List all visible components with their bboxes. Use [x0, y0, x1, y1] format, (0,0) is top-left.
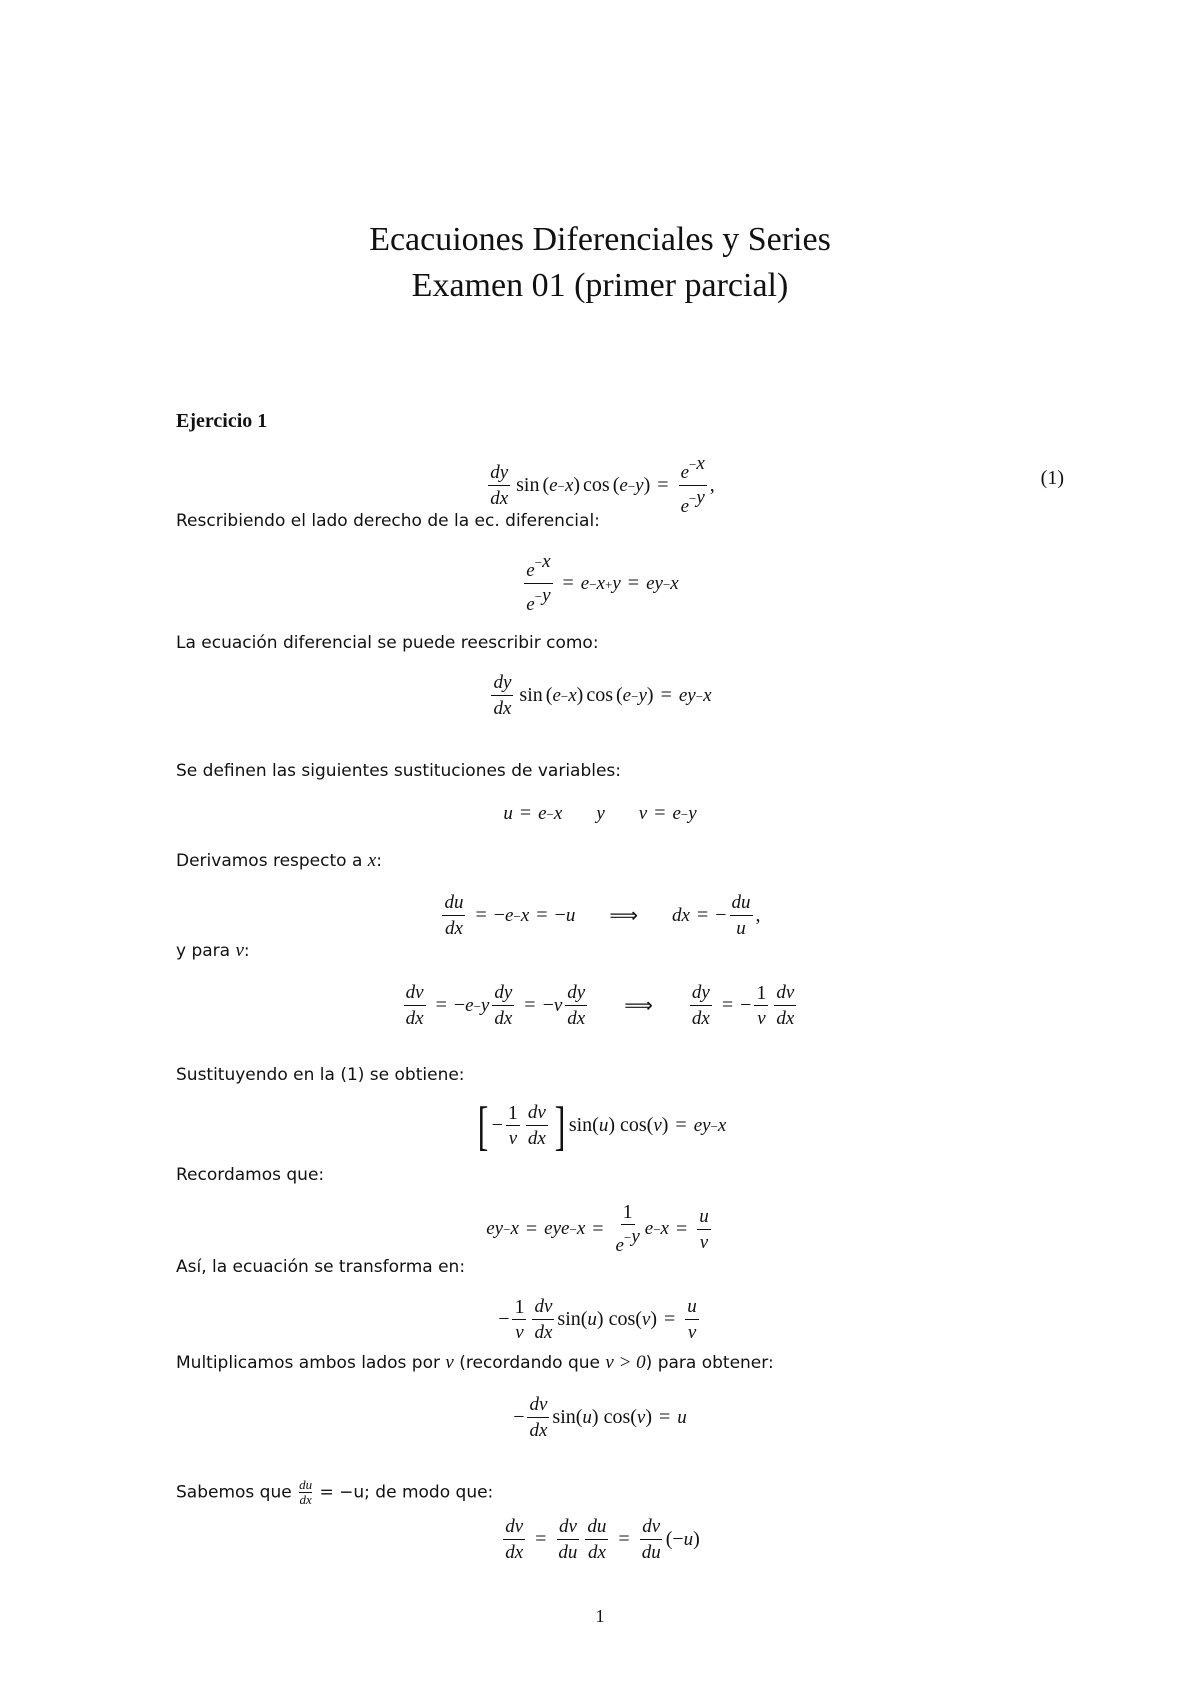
equation-10: − $\frac{dv}{dx}$ sin( u ) cos( v ) = u — [513, 1394, 687, 1441]
paragraph-2: La ecuación diferencial se puede reescribir como: — [176, 633, 599, 653]
paragraph-10-a: Sabemos que — [176, 1482, 298, 1503]
paragraph-9-var: v — [445, 1352, 454, 1373]
paragraph-9-cond: v > 0 — [605, 1352, 646, 1373]
title-line-2: Examen 01 (primer parcial) — [411, 267, 789, 304]
equation-3: $\frac{dy}{dx}$ sin ( e −x ) cos ( e −y ) = e y−x — [493, 672, 712, 719]
inline-fraction-du-dx: $\frac{du}{dx}$ — [299, 1477, 313, 1507]
equation-4: u = e −x y v = e −y — [503, 802, 697, 824]
paragraph-5-suffix: : — [243, 941, 250, 961]
paragraph-8: Así, la ecuación se transforma en: — [176, 1257, 466, 1277]
paragraph-6: Sustituyendo en la (1) se obtiene: — [176, 1065, 465, 1085]
paragraph-3: Se definen las siguientes sustituciones de variables: — [176, 761, 622, 781]
paragraph-1: Rescribiendo el lado derecho de la ec. diferencial: — [176, 511, 600, 531]
paragraph-9 — [176, 1352, 774, 1374]
equation-9: − $\frac{1}{v}$ $\frac{dv}{dx}$ sin( u ) cos( v ) = $\frac{u}{v}$ — [498, 1295, 697, 1343]
paragraph-9-b: (recordando que — [453, 1353, 606, 1373]
paragraph-10-b: = −u; de modo que: — [314, 1482, 494, 1503]
equation-2: $\frac{e^{-x}}{e^{-y}}$ = e −x+y = e y−x — [526, 551, 679, 615]
equation-1: $\frac{dy}{dx}$ sin ( e −x ) cos ( e −y ) = $\frac{e^{-x}}{e^{-y}}$ , — [490, 453, 715, 517]
paragraph-9-c: ) para obtener: — [645, 1353, 774, 1373]
section-heading: Ejercicio 1 — [176, 410, 268, 432]
equation-5: $\frac{du}{dx}$ = − e −x = − u ⟹ dx = − $\frac{du}{u}$ , — [444, 892, 761, 939]
paragraph-4 — [176, 850, 382, 872]
paragraph-5 — [176, 940, 250, 962]
paragraph-5-var: v — [235, 940, 244, 961]
equation-8: e y−x = e y e −x = $\frac{1}{e^{-y}}$ e −x = $\frac{u}{v}$ — [486, 1201, 709, 1256]
page-number: 1 — [595, 1606, 605, 1626]
paragraph-5-prefix: y para — [176, 941, 236, 961]
paragraph-4-prefix: Derivamos respecto a — [176, 851, 368, 871]
equation-number: (1) — [1040, 467, 1064, 489]
paragraph-7: Recordamos que: — [176, 1165, 325, 1185]
paragraph-4-suffix: : — [376, 851, 382, 871]
equation-6: $\frac{dv}{dx}$ = − e −y $\frac{dy}{dx}$ = − v $\frac{dy}{dx}$ ⟹ $\frac{dy}{dx}$ = − $\frac{1}{v}$ $\frac{dv}{dx}$ — [405, 981, 795, 1029]
equation-7: [ − $\frac{1}{v}$ $\frac{dv}{dx}$ ] sin( u ) cos( v ) = e y−x — [477, 1095, 727, 1156]
paragraph-4-var: x — [367, 850, 377, 871]
equation-11: $\frac{dv}{dx}$ = $\frac{dv}{du}$ $\frac{du}{dx}$ = $\frac{dv}{du}$ (− u ) — [505, 1516, 700, 1563]
title-line-1: Ecacuiones Diferenciales y Series — [369, 221, 831, 258]
paragraph-10 — [176, 1478, 493, 1507]
paragraph-9-a: Multiplicamos ambos lados por — [176, 1353, 446, 1373]
